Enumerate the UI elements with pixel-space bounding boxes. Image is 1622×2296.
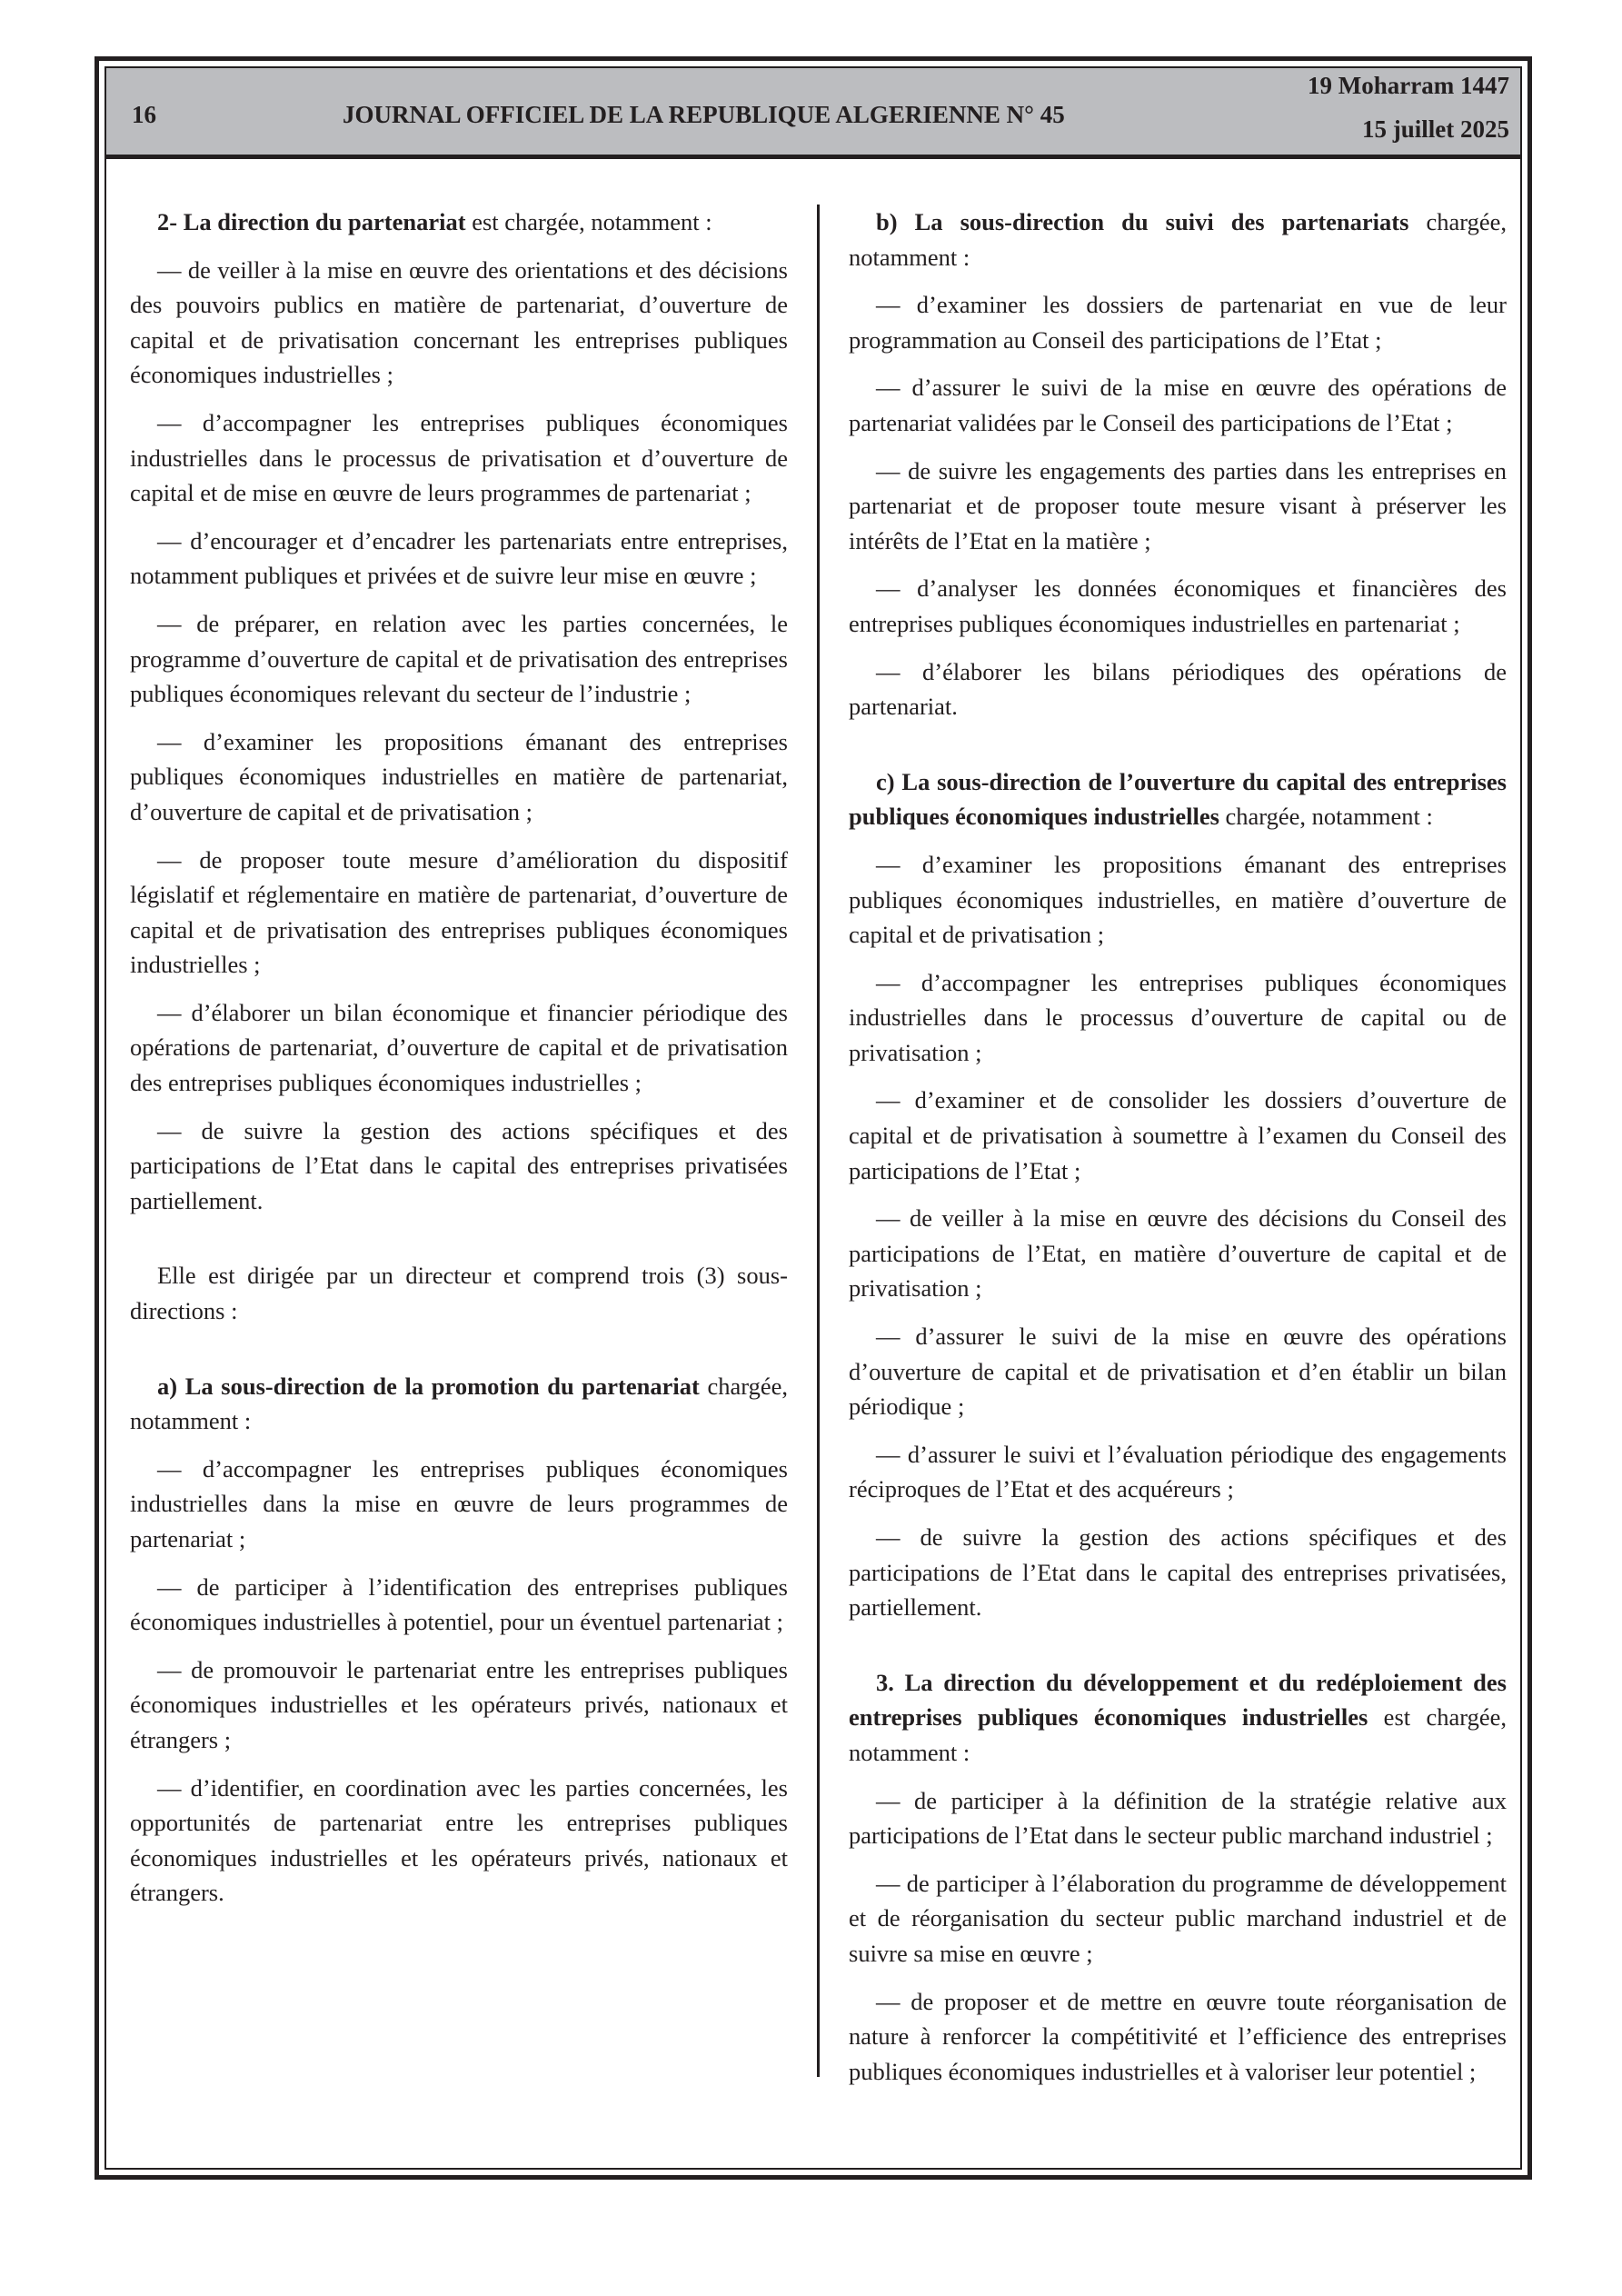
paragraph [849,1520,1507,1625]
paragraph-text: — de suivre la gestion des actions spécifiques et des participations de l’Etat dans le capital des entreprises privatisées partiellement. [130,1116,788,1214]
paragraph [130,995,788,1101]
paragraph [849,847,1507,953]
paragraph-text: — de veiller à la mise en œuvre des décisions du Conseil des participations de l’Etat, en matière d’ouverture de capital et de privatisation ; [849,1204,1507,1303]
right-column [849,205,1507,2101]
paragraph [849,1083,1507,1188]
paragraph [130,205,788,240]
paragraph-text: — de proposer et de mettre en œuvre toute réorganisation de nature à renforcer la compétitivité et l’efficience des entreprises publiques économiques industrielles et à valoriser leur potentiel ; [849,1987,1507,2085]
left-column [130,205,788,1923]
paragraph-text: — d’accompagner les entreprises publiques économiques industrielles dans la mise en œuvre de leurs programmes de partenariat ; [130,1454,788,1552]
paragraph-text: — d’identifier, en coordination avec les parties concernées, les opportunités de partenariat entre les entreprises publiques économiques industrielles et les opérateurs privés, nationaux et étrangers. [130,1773,788,1907]
paragraph [130,606,788,712]
paragraph-text: — de suivre la gestion des actions spécifiques et des participations de l’Etat dans le capital des entreprises privatisées, partiellement. [849,1523,1507,1622]
paragraph-text: chargée, notamment : [130,1372,788,1435]
paragraph [849,1201,1507,1306]
section-heading: 3. La direction du développement et du redéploiement des entreprises publiques économiques industrielles [849,1668,1507,1732]
paragraph-text: — d’analyser les données économiques et financières des entreprises publiques économiques industrielles en partenariat ; [849,574,1507,637]
paragraph-text: — de préparer, en relation avec les parties concernées, le programme d’ouverture de capital et de privatisation des entreprises publiques économiques relevant du secteur de l’industrie ; [130,609,788,708]
paragraph [849,571,1507,641]
page-inner-frame [104,66,1522,2170]
paragraph [130,1369,788,1439]
paragraph [130,1258,788,1328]
paragraph [849,1319,1507,1424]
page-number: 16 [132,101,156,128]
paragraph [849,1984,1507,2090]
paragraph [849,764,1507,834]
paragraph-text: est chargée, notamment : [465,208,712,235]
paragraph-text: — d’assurer le suivi et l’évaluation périodique des engagements réciproques de l’Etat et des acquéreurs ; [849,1440,1507,1503]
paragraph [130,843,788,983]
section-heading: a) La sous-direction de la promotion du partenariat [157,1372,700,1400]
paragraph-text: — d’assurer le suivi de la mise en œuvre des opérations de partenariat validées par le Conseil des participations de l’Etat ; [849,374,1507,436]
paragraph [130,253,788,393]
paragraph-text: chargée, notamment : [1219,803,1433,831]
paragraph [849,1783,1507,1853]
paragraph-text: Elle est dirigée par un directeur et comprend trois (3) sous-directions : [130,1262,788,1325]
column-divider [817,205,820,2077]
paragraph [849,1665,1507,1771]
journal-header [106,68,1520,159]
paragraph-text: — d’accompagner les entreprises publiques économiques industrielles dans le processus d’ouverture de capital ou de privatisation ; [849,968,1507,1066]
paragraph-text: — de promouvoir le partenariat entre les entreprises publiques économiques industrielles et les opérateurs privés, nationaux et étrangers ; [130,1655,788,1753]
date-hijri: 19 Moharram 1447 [1308,72,1509,99]
paragraph [130,1570,788,1640]
paragraph [849,454,1507,559]
paragraph [130,405,788,511]
page-frame [95,56,1532,2180]
paragraph [849,654,1507,724]
paragraph [849,205,1507,275]
paragraph-text: — de proposer toute mesure d’amélioration du dispositif législatif et réglementaire en matière de partenariat, d’ouverture de capital et de privatisation des entreprises publiques économiques industrielles ; [130,845,788,979]
section-heading: b) La sous-direction du suivi des partenariats [876,208,1409,235]
paragraph-text: — de participer à la définition de la stratégie relative aux participations de l’Etat dans le secteur public marchand industriel ; [849,1786,1507,1850]
paragraph [849,370,1507,440]
journal-title: JOURNAL OFFICIEL DE LA REPUBLIQUE ALGERIENNE N° 45 [343,101,1065,128]
paragraph-text: — de suivre les engagements des parties dans les entreprises en partenariat et de proposer toute mesure visant à préserver les intérêts de l’Etat en la matière ; [849,456,1507,554]
paragraph-text: — d’examiner les dossiers de partenariat en vue de leur programmation au Conseil des participations de l’Etat ; [849,291,1507,354]
paragraph [849,1437,1507,1507]
paragraph [130,1652,788,1758]
paragraph-text: — d’élaborer un bilan économique et financier périodique des opérations de partenariat, d’ouverture de capital et de privatisation des entreprises publiques économiques industrielles ; [130,998,788,1097]
paragraph-text: — de veiller à la mise en œuvre des orientations et des décisions des pouvoirs publics en matière de partenariat, d’ouverture de capital et de privatisation concernant les entreprises publiques économiques industrielles ; [130,255,788,389]
paragraph-text: — d’examiner et de consolider les dossiers d’ouverture de capital et de privatisation à soumettre à l’examen du Conseil des participations de l’Etat ; [849,1086,1507,1184]
paragraph-text: chargée, notamment : [849,208,1507,271]
paragraph [849,965,1507,1071]
paragraph-text: — de participer à l’identification des entreprises publiques économiques industrielles à potentiel, pour un éventuel partenariat ; [130,1572,788,1636]
paragraph [130,1113,788,1219]
paragraph-text: — de participer à l’élaboration du programme de développement et de réorganisation du secteur public marchand industriel et de suivre sa mise en œuvre ; [849,1869,1507,1967]
paragraph-text: — d’élaborer les bilans périodiques des opérations de partenariat. [849,657,1507,721]
paragraph-text: est chargée, notamment : [849,1703,1507,1766]
paragraph-text: — d’encourager et d’encadrer les partenariats entre entreprises, notamment publiques et privées et de suivre leur mise en œuvre ; [130,526,788,590]
paragraph [130,1452,788,1557]
paragraph [130,1771,788,1911]
section-heading: 2- La direction du partenariat [157,208,466,235]
paragraph [130,724,788,830]
date-gregorian: 15 juillet 2025 [1362,115,1509,143]
paragraph-text: — d’examiner les propositions émanant des entreprises publiques économiques industrielles en matière de partenariat, d’ouverture de capital et de privatisation ; [130,727,788,825]
paragraph [849,1866,1507,1972]
paragraph [849,287,1507,357]
paragraph-text: — d’examiner les propositions émanant des entreprises publiques économiques industrielles, en matière d’ouverture de capital et de privatisation ; [849,850,1507,949]
paragraph [130,524,788,594]
paragraph-text: — d’accompagner les entreprises publiques économiques industrielles dans le processus de privatisation et d’ouverture de capital et de mise en œuvre de leurs programmes de partenariat ; [130,408,788,507]
section-heading: c) La sous-direction de l’ouverture du capital des entreprises publiques économiques industrielles [849,767,1507,831]
paragraph-text: — d’assurer le suivi de la mise en œuvre des opérations d’ouverture de capital et de privatisation et d’en établir un bilan périodique ; [849,1323,1507,1421]
